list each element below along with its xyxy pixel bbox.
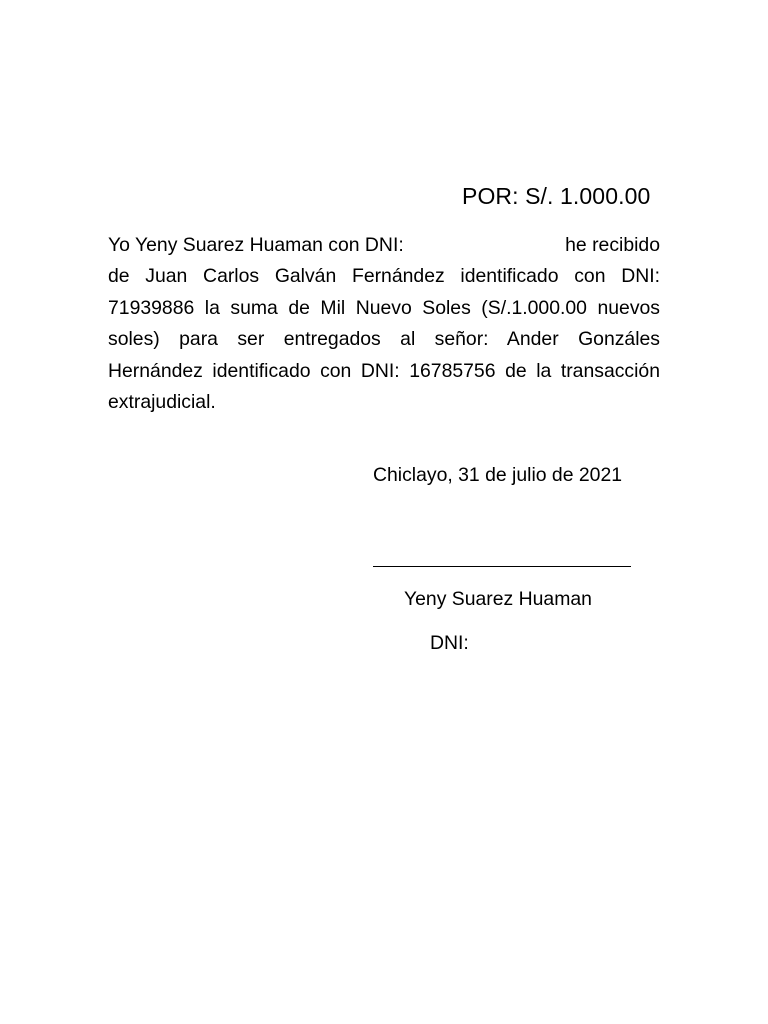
receipt-paragraph <box>108 230 660 418</box>
signer-dni-label: DNI: <box>430 632 469 654</box>
paragraph-line-1-right: he recibido <box>565 234 660 256</box>
paragraph-line-1 <box>108 230 660 261</box>
amount-heading: POR: S/. 1.000.00 <box>462 183 651 209</box>
signer-name: Yeny Suarez Huaman <box>404 588 592 610</box>
paragraph-line-3: 71939886 la suma de Mil Nuevo Soles (S/.1.000.00 nuevos <box>108 296 660 319</box>
place-date: Chiclayo, 31 de julio de 2021 <box>373 464 623 486</box>
paragraph-line-1-left: Yo Yeny Suarez Huaman con DNI: <box>108 234 404 256</box>
paragraph-line-4: soles) para ser entregados al señor: Ander Gonzáles <box>108 328 660 351</box>
paragraph-line-2: de Juan Carlos Galván Fernández identificado con DNI: <box>108 265 660 288</box>
signature-line <box>373 566 631 567</box>
paragraph-line-6: extrajudicial. <box>108 391 216 414</box>
paragraph-line-5: Hernández identificado con DNI: 16785756 de la transacción <box>108 359 660 382</box>
